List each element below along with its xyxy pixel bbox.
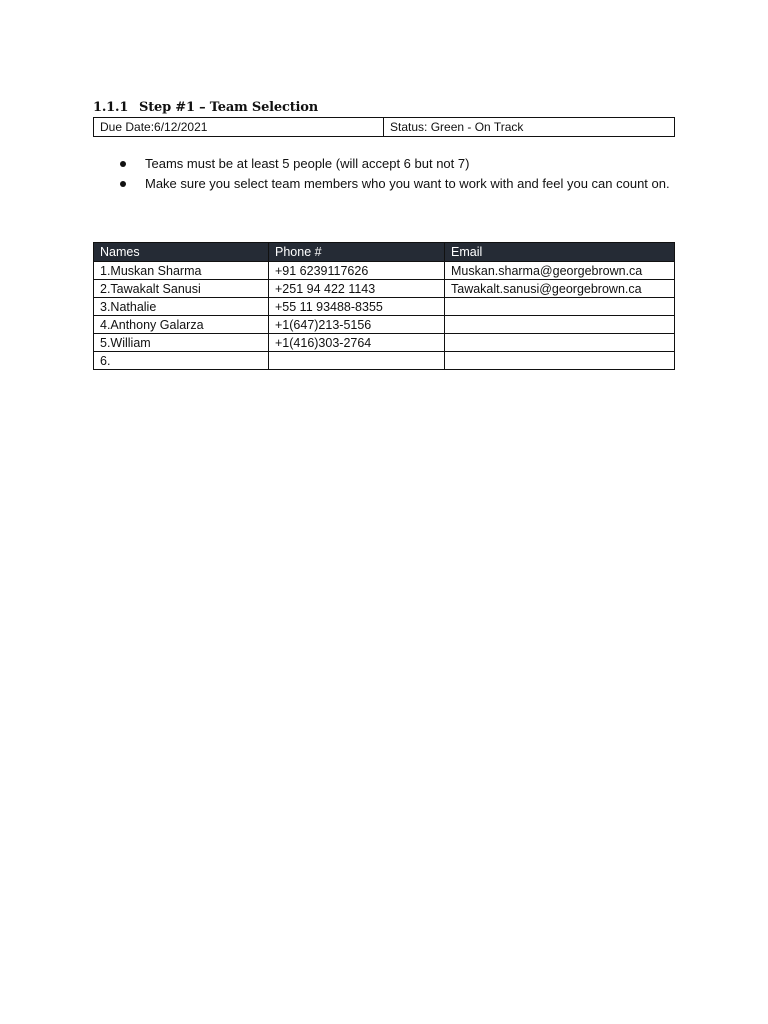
name-cell: 3.Nathalie [94,298,269,316]
name-cell: 4.Anthony Galarza [94,316,269,334]
phone-cell [269,352,445,370]
table-row [94,352,675,370]
phone-cell: +251 94 422 1143 [269,280,445,298]
table-row [94,262,675,280]
section-heading [93,100,318,115]
header-names: Names [94,243,269,262]
email-cell [445,298,675,316]
phone-cell: +1(647)213-5156 [269,316,445,334]
name-cell: 2.Tawakalt Sanusi [94,280,269,298]
list-item-text: Teams must be at least 5 people (will accept 6 but not 7) [145,156,470,171]
list-item-text: Make sure you select team members who you want to work with and feel you can count on. [145,175,670,191]
list-item [117,155,677,174]
section-number: 1.1.1 [93,100,129,115]
table-row [94,334,675,352]
due-date-cell: Due Date:6/12/2021 [94,118,384,137]
requirements-list [117,155,677,194]
phone-cell: +55 11 93488-8355 [269,298,445,316]
table-row [94,280,675,298]
header-email: Email [445,243,675,262]
email-cell: Muskan.sharma@georgebrown.ca [445,262,675,280]
name-cell: 1.Muskan Sharma [94,262,269,280]
section-title: Step #1 – Team Selection [139,100,318,115]
phone-cell: +1(416)303-2764 [269,334,445,352]
bullet-icon [120,161,126,167]
status-cell: Status: Green - On Track [384,118,675,137]
name-cell: 6. [94,352,269,370]
list-item [117,175,677,194]
email-cell: Tawakalt.sanusi@georgebrown.ca [445,280,675,298]
table-row [94,316,675,334]
table-header-row [94,243,675,262]
header-phone: Phone # [269,243,445,262]
bullet-icon [120,181,126,187]
email-cell [445,352,675,370]
status-table [93,117,675,137]
email-cell [445,334,675,352]
table-row [94,298,675,316]
email-cell [445,316,675,334]
team-table [93,242,675,370]
name-cell: 5.William [94,334,269,352]
phone-cell: +91 6239117626 [269,262,445,280]
